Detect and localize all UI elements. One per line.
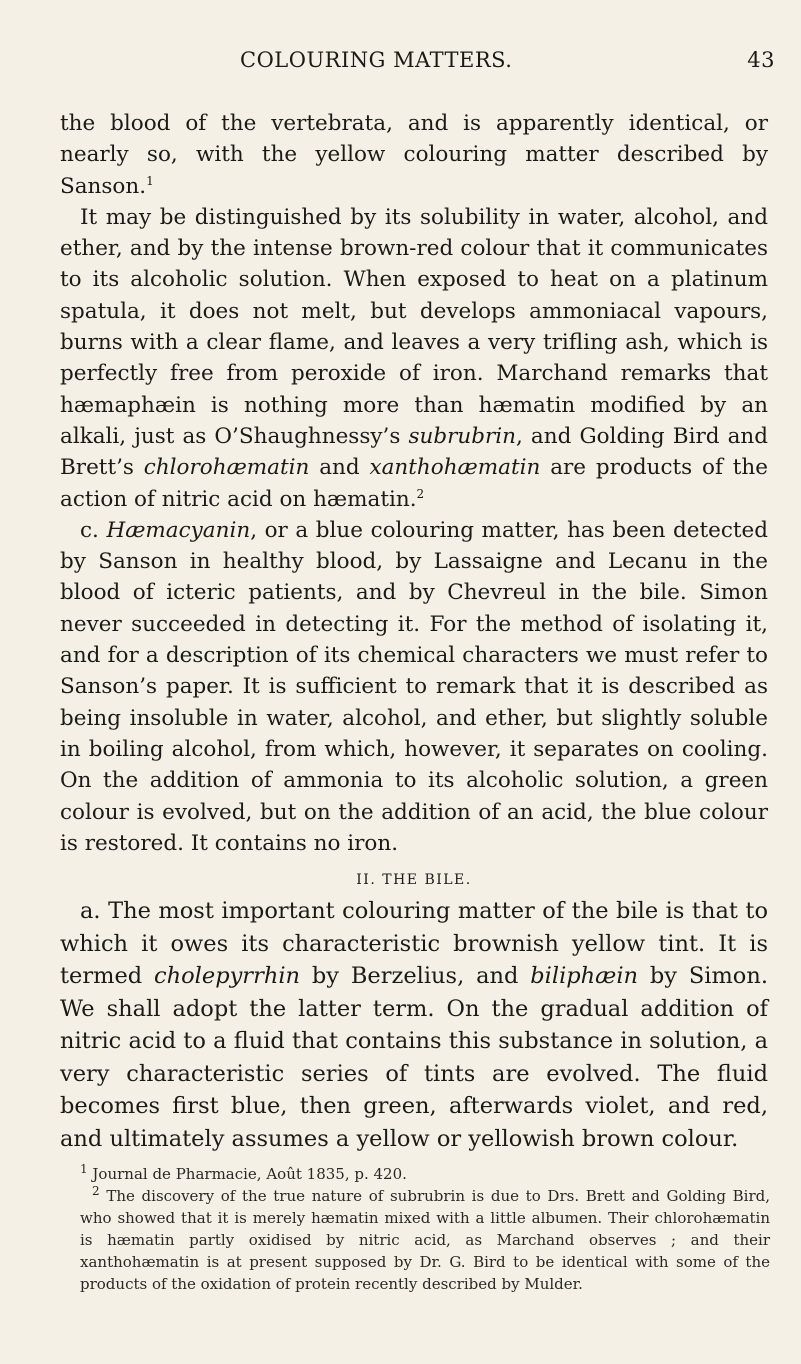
paragraph-text: the blood of the vertebrata, and is apparently identical, or nearly so, with the yellow colouring matter described by Sanson. (60, 111, 768, 199)
footnote-text: Journal de Pharmacie, Août 1835, p. 420. (87, 1165, 407, 1183)
paragraph-text: The most important colouring matter of the bile is that to which it owes its characteristic brownish yellow tint. It is termed (60, 898, 769, 990)
page-number: 43 (747, 48, 775, 72)
paragraph-text: are products of the action of nitric acid on hæmatin. (60, 455, 768, 512)
paragraph-text: and (309, 455, 370, 481)
main-text (60, 108, 768, 1155)
paragraph-text: , and Golding Bird and Brett’s (60, 423, 768, 481)
paragraph-haemacyanin (60, 515, 768, 859)
paragraph-solubility (60, 202, 768, 515)
paragraph-text: by Simon. We shall adopt the latter term. On the gradual addition of nitric acid to a fluid that contains this substance in solution, a very characteristic series of tints are evolved. The fluid becomes first blue, then green, afterwards violet, and red, and ultimately assumes a yellow or yellowish brown colour. (60, 963, 769, 1152)
footnote-mark: 1 (80, 1162, 88, 1176)
footnote-1 (80, 1163, 770, 1185)
footnotes (80, 1163, 770, 1295)
paragraph-text: by Berzelius, and (300, 963, 531, 990)
paragraph-bile (60, 895, 768, 1155)
term-subrubrin: subrubrin (408, 423, 517, 449)
footnote-text: The discovery of the true nature of subrubrin is due to Drs. Brett and Golding Bird, who showed that it is merely hæmatin mixed with a little albumen. Their chlorohæmatin is hæmatin partly oxidised by nitric acid, as Marchand observes ; and their xanthohæmatin is at present supposed by Dr. G. Bird to be identical with some of the products of the oxidation of protein recently described by Mulder. (80, 1187, 770, 1293)
paragraph-text: , or a blue colouring matter, has been detected by Sanson in healthy blood, by Lassaigne and Lecanu in the blood of icteric patients, and by Chevreul in the bile. Simon never succeeded in detecting it. For the method of isolating it, and for a description of its chemical characters we must refer to Sanson’s paper. It is sufficient to remark that it is described as being insoluble in water, alcohol, and ether, but slightly soluble in boiling alcohol, from which, however, it separates on cooling. On the addition of ammonia to its alcoholic solution, a green colour is evolved, but on the addition of an acid, the blue colour is restored. It contains no iron. (60, 517, 768, 856)
item-label: c. (80, 517, 107, 543)
footnote-ref: 2 (416, 486, 425, 501)
term-xanthohaematin: xanthohæmatin (369, 455, 541, 481)
paragraph-continuation (60, 108, 768, 202)
footnote-2 (80, 1185, 770, 1295)
running-title: COLOURING MATTERS. (240, 48, 513, 72)
footnote-mark: 2 (92, 1184, 100, 1198)
section-heading: II. THE BILE. (356, 872, 472, 889)
term-haemacyanin: Hæmacyanin (106, 517, 251, 543)
term-cholepyrrhin: cholepyrrhin (154, 963, 301, 990)
footnote-ref: 1 (146, 173, 154, 188)
term-chlorohaematin: chlorohæmatin (143, 455, 310, 481)
item-label: a. (80, 898, 109, 925)
term-biliphaein: biliphæin (530, 963, 639, 990)
paragraph-text: It may be distinguished by its solubility in water, alcohol, and ether, and by the intense brown-red colour that it communicates to its alcoholic solution. When exposed to heat on a platinum spatula, it does not melt, but develops ammoniacal vapours, burns with a clear flame, and leaves a very trifling ash, which is perfectly free from peroxide of iron. Marchand remarks that hæmaphæin is nothing more than hæmatin modified by an alkali, just as O’Shaughnessy’s (60, 204, 768, 449)
